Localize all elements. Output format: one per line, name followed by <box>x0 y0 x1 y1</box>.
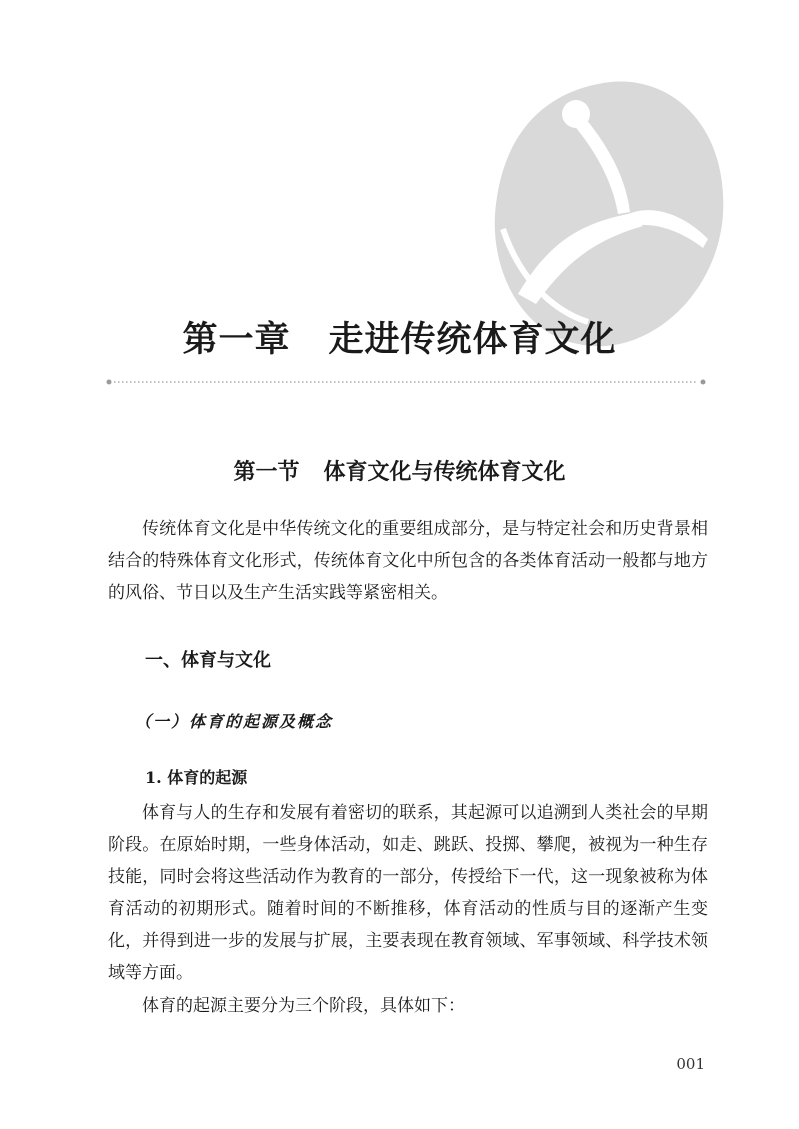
section-name: 体育文化与传统体育文化 <box>323 460 566 485</box>
chapter-name: 走进传统体育文化 <box>328 319 617 360</box>
page-number: 001 <box>676 1055 705 1073</box>
chapter-number: 第一章 <box>182 319 291 360</box>
chapter-title <box>0 312 799 362</box>
section-title <box>0 455 799 486</box>
body-paragraph: 体育的起源主要分为三个阶段，具体如下： <box>142 996 465 1016</box>
section-number: 第一节 <box>233 460 300 485</box>
chapter-divider <box>106 379 706 385</box>
intro-paragraph: 传统体育文化是中华传统文化的重要组成部分，是与特定社会和历史背景相结合的特殊体育文化形式，传统体育文化中所包含的各类体育活动一般都与地方的风俗、节日以及生产生活实践等紧密相关。 <box>108 519 708 603</box>
body-paragraph: 体育与人的生存和发展有着密切的联系，其起源可以追溯到人类社会的早期阶段。在原始时期，一些身体活动，如走、跳跃、投掷、攀爬，被视为一种生存技能，同时会将这些活动作为教育的一部分，传授给下一代，这一现象被称为体育活动的初期形式。随着时间的不断推移，体育活动的性质与目的逐渐产生变化，并得到进一步的发展与扩展，主要表现在教育领域、军事领域、科学技术领域等方面。 <box>108 803 708 983</box>
heading-level-2: （一）体育的起源及概念 <box>135 712 334 731</box>
heading-level-1: 一、体育与文化 <box>145 650 271 671</box>
heading-level-3: 1. 体育的起源 <box>145 768 248 787</box>
